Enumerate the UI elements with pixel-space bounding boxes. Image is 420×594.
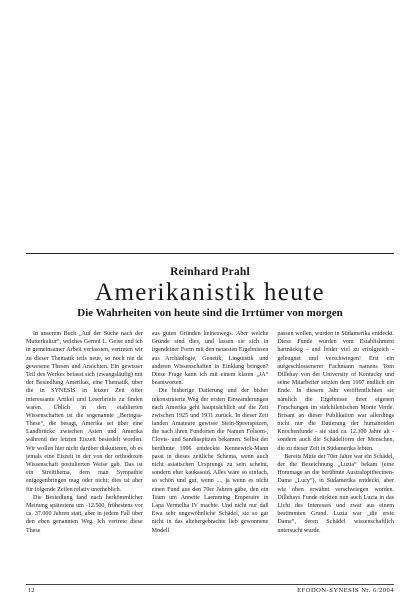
article-subtitle: Die Wahrheiten von heute sind die Irrtümer von morgen (77, 307, 343, 319)
paragraph: In unserem Buch „Auf der Suche nach der Mutterkultur“, welches Gernot L. Geise und ich in gemeinsamer Arbeit verfassten, vertreten wir zu dieser Thematik teils neue, so noch nie da gewesene Thesen und Ansichten. Ein gewisser Teil des Werkes befasst sich (zwangsläufig) mit der Besiedlung Amerikas, eine Thematik, über die in SYNESIS in letzter Zeit öfter interessante Artikel und Leserbriefe zu finden waren. Üblich in den etablierten Wissenschaften ist die sogenannte „Beringia-These“, die besagt, Amerika sei über eine Landbrücke zwischen Asien und Amerika während der letzten Eiszeit besiedelt worden. Wir wollen hier nicht darüber diskutieren, ob es jemals eine Eiszeit in der von der orthodoxen Wissenschaft postulierten Weise gab. Das ist ein Streitthema, dem man Sympathie entgegenbringen mag oder nicht; dies ist aber für folgende Zeilen relativ unerheblich. (26, 331, 143, 493)
journal-issue: EFODON-SYNESIS Nr. 6/2004 (297, 587, 394, 594)
paragraph: Die Besiedlung fand nach herkömmlicher Meinung spätestens um -12.500, frühestens vor ca. 37.000 Jahren statt, aber in jedem Fall über den eben genannten Weg. Ich vertrete diese These (26, 494, 143, 534)
column-3 (277, 330, 394, 582)
footer-rule (26, 584, 394, 585)
paragraph: aus guten Gründen keineswegs. Aber welche Gründe sind dies, und lassen sie sich in irgendeiner Form mit den neuesten Ergebnissen aus Archäologie, Genetik, Linguistik und anderen Wissenschaften in Einklang bringen? Diese Frage kann ich mit einem klaren „JA“ beantworten. (151, 331, 269, 387)
paragraph: Bereits Mitte der 70er Jahre war ein Schädel, der die Bezeichnung „Luzia“ bekam (eine Hommage an die berühmte Australopithecinen-Dame „Lucy“), in Südamerika entdeckt, aber wie oben erwähnt verschwiegen worden. Dillehays Funde rückten nun auch Luzia in das Licht des Interesses und zwar aus einem bestimmten Grund. Luzia war „die erste Dame“, deren Schädel wissenschaftlich untersucht wurde. (277, 453, 394, 534)
page-number: 12 (28, 587, 35, 594)
paragraph: Die bisherige Datierung und der bisher rekonstruierte Weg der ersten Einwanderungen nach Amerika geht hauptsächlich auf die Zeit zwischen 1925 und 1931 zurück. In dieser Zeit fanden Amateure gewisse Stein-Speerspitzen, die nach ihren Fundorten die Namen Folsom-, Clovis- und Sandiaspitzen bekamen. Selbst der berühmte 1996 entdeckte Kennewick-Mann passt in dieses zeitliche Schema, wenn auch nicht asiatischen Ursprungs zu sein scheint, sondern eher kaukasoid. Alles wäre so einfach, so schön und gut, wenn ..., ja wenn es nicht einen Fund aus den 70er Jahren gäbe, den ein Team um Annette Laemming Emperaire in Lapa Vermelha IV machte. Und nicht nur daß Ewa sehr ungewöhnliche Schädel, sie so gar nicht in das altehergebrachte lieb gewonnene Modell (151, 388, 269, 534)
article-body (26, 330, 394, 582)
column-1 (26, 330, 143, 582)
paragraph: passen wollen, wurden in Südamerika entdeckt. Diese Funde wurden vom Establishment hartnäckig - und leider viel zu erfolgreich - geleugnet und verschwiegen! Erst ein aufgeschlossenerer Fachmann namens Tom Dillehay von der University of Kentucky und seine Mitarbeiter setzten dem 1997 endlich ein Ende. In diesem Jahr veröffentlichten sie nämlich die Ergebnisse ihrer eigenen Forschungen im südchilenischen Monte Verde. Brisant an dieser Publikation war allerdings nicht nur die Datierung der humanoiden Knochenfunde - sie sind ca. 12.300 Jahre alt - sondern auch die Schädelform der Menschen, die zu dieser Zeit in Südamerika lebten. (277, 331, 394, 452)
top-rule (26, 253, 394, 254)
column-2 (152, 330, 269, 582)
author-name: Reinhard Prahl (170, 266, 250, 278)
article-title: Amerikanistik heute (94, 279, 326, 306)
